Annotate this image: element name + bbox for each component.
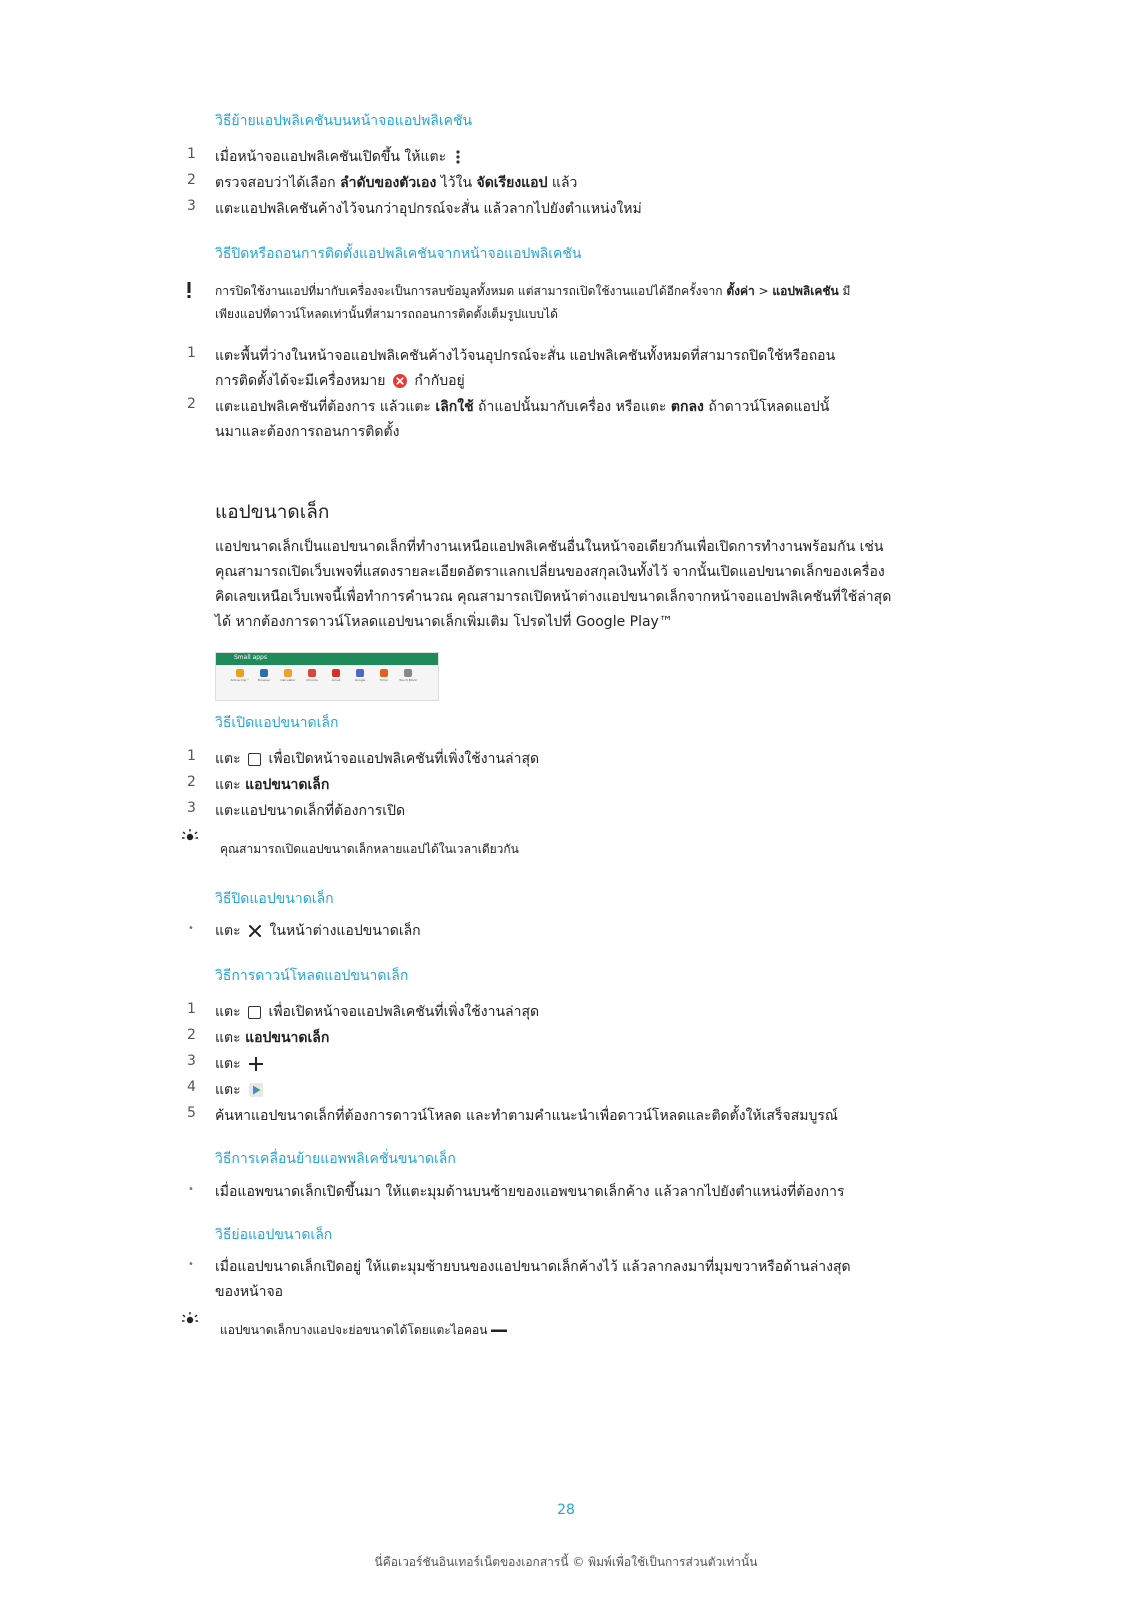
mini-app-label: Calculator (280, 678, 296, 682)
mini-app-label: Browser (257, 678, 271, 682)
mini-app-item (254, 669, 274, 682)
step-text-part: แตะแอปพลิเคชันที่ต้องการ แล้วแตะ (215, 399, 436, 415)
step-text (215, 172, 577, 194)
mini-app-icon (260, 669, 268, 677)
mini-app-item (278, 669, 298, 682)
mini-app-icon (380, 669, 388, 677)
mini-app-icon (284, 669, 292, 677)
paragraph-line: คุณสามารถเปิดเว็บเพจที่แสดงรายละเอียดอัตราแลกเปลี่ยนของสกุลเงินทั้งไว้ จากนั้นเปิดแอปขนาดเล็กของเครื่อง (215, 564, 885, 580)
mini-app-icon (332, 669, 340, 677)
step-number: 1 (187, 146, 196, 162)
option-small-apps: แอปขนาดเล็ก (245, 1030, 330, 1046)
bullet-text: เมื่อแอพขนาดเล็กเปิดขึ้นมา ให้แตะมุมด้านบนซ้ายของแอพขนาดเล็กค้าง แล้วลากไปยังตำแหน่งที่ต้องการ (215, 1184, 845, 1200)
step-text (215, 1079, 267, 1101)
mini-app-label: Touch Block (399, 678, 417, 682)
mini-app-icon (356, 669, 364, 677)
screenshot-top-bar (216, 653, 438, 665)
step-text-part: เพื่อเปิดหน้าจอแอปพลิเคชันที่เพิ่งใช้งานล่าสุด (268, 751, 540, 767)
step-text-line2: นมาและต้องการถอนการติดตั้ง (215, 424, 400, 440)
heading-open-small-apps: วิธีเปิดแอปขนาดเล็ก (215, 715, 339, 731)
heading-move-small-apps: วิธีการเคลื่อนย้ายแอพพลิเคชั่นขนาดเล็ก (215, 1151, 456, 1167)
step-number: 2 (187, 1027, 196, 1043)
mini-app-label: Google (354, 678, 366, 682)
minimize-icon (491, 1329, 507, 1333)
bullet: • (188, 1259, 194, 1270)
mini-app-item (230, 669, 250, 682)
mini-app-icon (404, 669, 412, 677)
mini-app-label: Timer (379, 678, 389, 682)
option-ok: ตกลง (670, 399, 704, 415)
step-text-part: ถ้าดาวน์โหลดแอปนั้ (703, 399, 830, 415)
bullet-text (215, 920, 421, 942)
mini-app-label: Active Clip™ (230, 678, 250, 682)
step-number: 3 (187, 198, 196, 214)
section-title-small-apps: แอปขนาดเล็ก (215, 501, 330, 523)
step-number: 1 (187, 748, 196, 764)
menu-applications: แอปพลิเคชัน (772, 284, 839, 298)
heading-disable-apps: วิธีปิดหรือถอนการติดตั้งแอปพลิเคชันจากหน้าจอแอปพลิเคชัน (215, 246, 582, 262)
page-number: 28 (557, 1502, 575, 1518)
plus-icon (248, 1056, 264, 1072)
step-text (215, 146, 465, 168)
step-number: 3 (187, 800, 196, 816)
step-text-part: การติดตั้งได้จะมีเครื่องหมาย (215, 373, 386, 389)
menu-settings: ตั้งค่า (726, 284, 755, 298)
bullet-text-line2: ของหน้าจอ (215, 1284, 284, 1300)
step-number: 4 (187, 1079, 196, 1095)
warning-text-line2: เพียงแอปที่ดาวน์โหลดเท่านั้นที่สามารถถอนการติดตั้งเต็มรูปแบบได้ (215, 307, 558, 321)
step-number: 1 (187, 1001, 196, 1017)
recent-apps-icon (248, 753, 261, 766)
step-text (215, 1053, 267, 1075)
step-text-part: ถ้าแอปนั้นมากับเครื่อง หรือแตะ (473, 399, 671, 415)
tip-lightbulb-icon (181, 828, 199, 844)
small-apps-screenshot (215, 652, 439, 701)
warning-text-part: มี (838, 284, 851, 298)
bullet-text: เมื่อแอปขนาดเล็กเปิดอยู่ ให้แตะมุมซ้ายบนของแอปขนาดเล็กค้างไว้ แล้วลากลงมาที่มุมขวาหรือด้านล่างสุด (215, 1259, 851, 1275)
mini-app-icon (308, 669, 316, 677)
step-text: แตะแอปขนาดเล็กที่ต้องการเปิด (215, 803, 406, 819)
mini-app-label: Gmail (331, 678, 341, 682)
paragraph-line: คิดเลขเหนือเว็บเพจนี้เพื่อทำการคำนวณ คุณสามารถเปิดหน้าต่างแอปขนาดเล็กจากหน้าจอแอปพลิเคชันที่ใช้ล่าสุด (215, 589, 892, 605)
step-text-part: เพื่อเปิดหน้าจอแอปพลิเคชันที่เพิ่งใช้งานล่าสุด (268, 1004, 540, 1020)
step-text-part: แตะ (215, 777, 246, 793)
bullet: • (188, 923, 194, 934)
google-play-icon (248, 1082, 264, 1098)
step-number: 2 (187, 774, 196, 790)
step-number: 2 (187, 172, 196, 188)
step-number: 1 (187, 345, 196, 361)
close-icon (248, 924, 262, 938)
warning-text-part: > (754, 284, 773, 298)
step-text-part: ตรวจสอบว่าได้เลือก (215, 175, 341, 191)
step-text-part: เมื่อหน้าจอแอปพลิเคชันเปิดขึ้น ให้แตะ (215, 149, 447, 165)
option-own-order: ลำดับของตัวเอง (340, 175, 437, 191)
option-disable: เลิกใช้ (435, 399, 474, 415)
step-number: 5 (187, 1105, 196, 1121)
step-text-part: แตะ (215, 751, 241, 767)
step-text-part: กำกับอยู่ (414, 373, 465, 389)
option-sort-apps: จัดเรียงแอป (476, 175, 548, 191)
step-text-part: ไว้ใน (436, 175, 477, 191)
step-text-part: แตะ (215, 1056, 241, 1072)
paragraph-line: แอปขนาดเล็กเป็นแอปขนาดเล็กที่ทำงานเหนือแอปพลิเคชันอื่นในหน้าจอเดียวกันเพื่อเปิดการทำงานพร้อมกัน เช่น (215, 539, 884, 555)
mini-app-label: Chrome (306, 678, 318, 682)
heading-close-small-apps: วิธีปิดแอปขนาดเล็ก (215, 891, 334, 907)
option-small-apps: แอปขนาดเล็ก (245, 777, 330, 793)
heading-move-apps: วิธีย้ายแอปพลิเคชันบนหน้าจอแอปพลิเคชัน (215, 113, 473, 129)
mini-app-item (350, 669, 370, 682)
tip-text: คุณสามารถเปิดแอปขนาดเล็กหลายแอปได้ในเวลาเดียวกัน (220, 842, 519, 856)
step-text (215, 774, 329, 796)
heading-download-small-apps: วิธีการดาวน์โหลดแอปขนาดเล็ก (215, 968, 409, 984)
mini-app-icon (236, 669, 244, 677)
tip-text (220, 1321, 507, 1340)
step-text-part: แตะ (215, 1030, 246, 1046)
bullet: • (188, 1184, 194, 1195)
tip-text-part: แอปขนาดเล็กบางแอปจะย่อขนาดได้โดยแตะไอคอน (220, 1323, 488, 1337)
step-number: 2 (187, 396, 196, 412)
recent-apps-icon (248, 1006, 261, 1019)
warning-icon (186, 282, 192, 299)
step-text-part: ในหน้าต่างแอปขนาดเล็ก (269, 923, 421, 939)
step-text (215, 748, 539, 770)
step-text (215, 1027, 329, 1049)
mini-app-item (302, 669, 322, 682)
warning-text-part: การปิดใช้งานแอปที่มากับเครื่องจะเป็นการลบข้อมูลทั้งหมด แต่สามารถเปิดใช้งานแอปได้อีกครั้งจาก (215, 284, 727, 298)
step-text-part: แตะ (215, 923, 241, 939)
footer-note: นี่คือเวอร์ชันอินเทอร์เน็ตของเอกสารนี้ © พิมพ์เพื่อใช้เป็นการส่วนตัวเท่านั้น (374, 1555, 758, 1569)
step-text-part: แตะ (215, 1004, 241, 1020)
step-text: แตะพื้นที่ว่างในหน้าจอแอปพลิเคชันค้างไว้จนอุปกรณ์จะสั่น แอปพลิเคชันทั้งหมดที่สามารถปิดใช้หรือถอน (215, 348, 836, 364)
screenshot-bar-label: Small apps (234, 654, 267, 661)
heading-minimize-small-apps: วิธีย่อแอปขนาดเล็ก (215, 1227, 333, 1243)
warning-text (215, 282, 850, 301)
step-text-part: แล้ว (547, 175, 578, 191)
tip-lightbulb-icon (181, 1311, 199, 1327)
step-text (215, 396, 829, 418)
step-text: แตะแอปพลิเคชันค้างไว้จนกว่าอุปกรณ์จะสั่น แล้วลากไปยังตำแหน่งใหม่ (215, 201, 642, 217)
step-text-line2 (215, 370, 465, 392)
step-text: ค้นหาแอปขนาดเล็กที่ต้องการดาวน์โหลด และทำตามคำแนะนำเพื่อดาวน์โหลดและติดตั้งให้เสร็จสมบูรณ์ (215, 1108, 838, 1124)
mini-app-item (398, 669, 418, 682)
mini-app-item (374, 669, 394, 682)
paragraph-line: ได้ หากต้องการดาวน์โหลดแอปขนาดเล็กเพิ่มเติม โปรดไปที่ Google Play™ (215, 614, 673, 630)
step-text (215, 1001, 539, 1023)
uninstall-badge-icon (393, 374, 407, 388)
step-text-part: แตะ (215, 1082, 241, 1098)
mini-app-item (326, 669, 346, 682)
step-number: 3 (187, 1053, 196, 1069)
more-options-icon (455, 149, 461, 165)
